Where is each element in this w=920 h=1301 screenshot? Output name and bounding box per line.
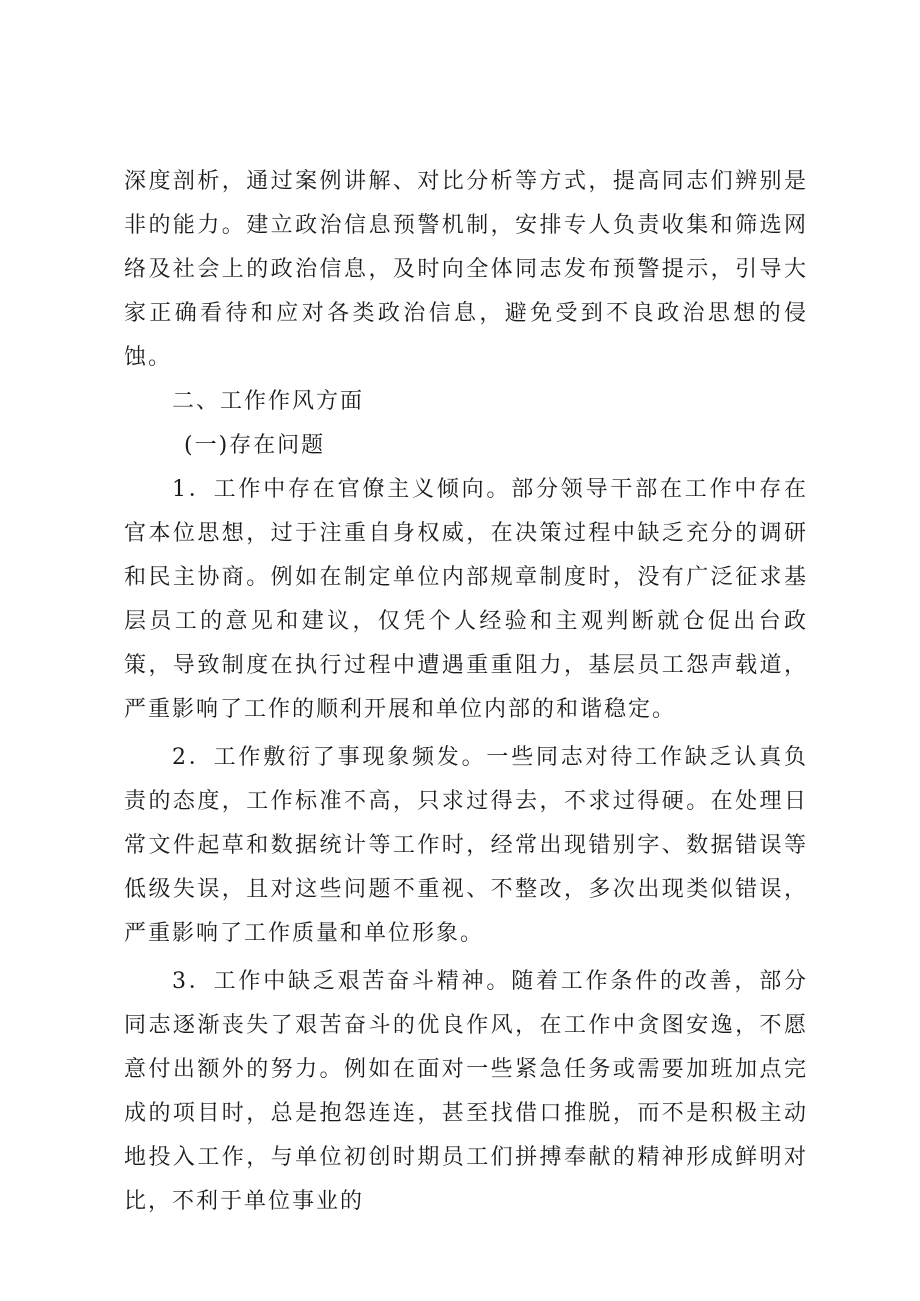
document-body xyxy=(124,160,808,1224)
paragraph-continuation: 深度剖析，通过案例讲解、对比分析等方式，提高同志们辨别是非的能力。建立政治信息预警机制，安排专人负责收集和筛选网络及社会上的政治信息，及时向全体同志发布预警提示，引导大家正确看待和应对各类政治信息，避免受到不良政治思想的侵蚀。 xyxy=(124,169,808,370)
paragraph-item-2: 2．工作敷衍了事现象频发。一些同志对待工作缺乏认真负责的态度，工作标准不高，只求过得去，不求过得硬。在处理日常文件起草和数据统计等工作时，经常出现错别字、数据错误等低级失误，且对这些问题不重视、不整改，多次出现类似错误，严重影响了工作质量和单位形象。 xyxy=(124,745,808,946)
paragraph-item-3: 3．工作中缺乏艰苦奋斗精神。随着工作条件的改善，部分同志逐渐丧失了艰苦奋斗的优良作风，在工作中贪图安逸，不愿意付出额外的努力。例如在面对一些紧急任务或需要加班加点完成的项目时，总是抱怨连连，甚至找借口推脱，而不是积极主动地投入工作，与单位初创时期员工们拼搏奉献的精神形成鲜明对比，不利于单位事业的 xyxy=(124,969,808,1214)
section-heading: 二、工作作风方面 xyxy=(172,389,365,414)
paragraph-item-1: 1．工作中存在官僚主义倾向。部分领导干部在工作中存在官本位思想，过于注重自身权威，在决策过程中缺乏充分的调研和民主协商。例如在制定单位内部规章制度时，没有广泛征求基层员工的意见和建议，仅凭个人经验和主观判断就仓促出台政策，导致制度在执行过程中遭遇重重阻力，基层员工怨声载道，严重影响了工作的顺利开展和单位内部的和谐稳定。 xyxy=(124,477,808,722)
subsection-heading: (一)存在问题 xyxy=(184,433,326,458)
